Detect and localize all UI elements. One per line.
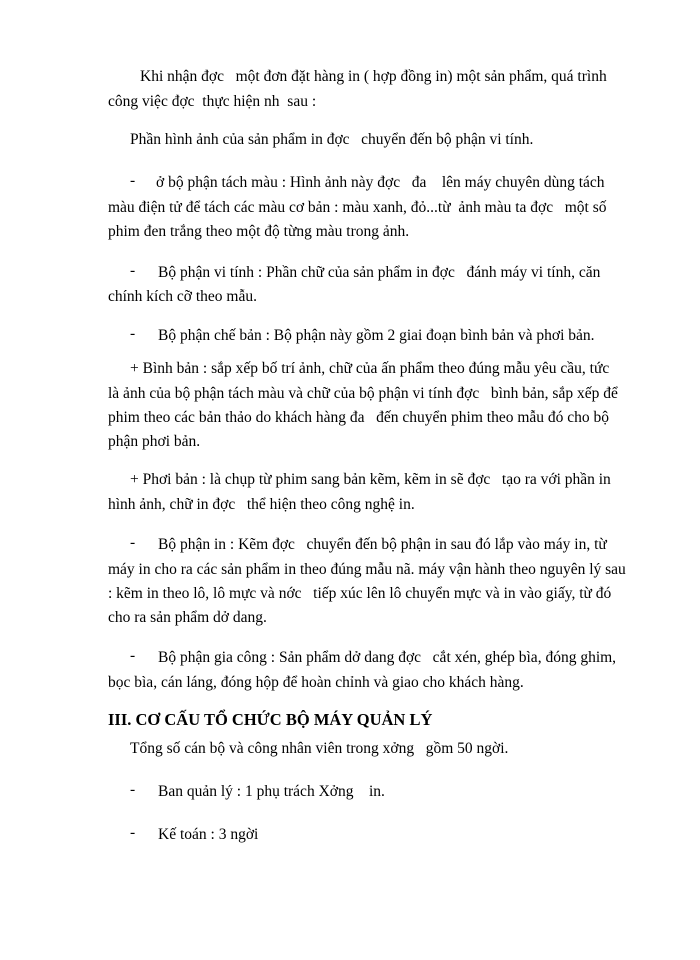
text-line: công việc đợc thực hiện nh sau : (108, 93, 317, 110)
bullet-dash: - (130, 647, 136, 664)
text-line: Tổng số cán bộ và công nhân viên trong xởng gồm 50 ngời. (130, 740, 509, 757)
text-line: Phần hình ảnh của sản phẩm in đợc chuyển đến bộ phận vi tính. (130, 131, 534, 148)
text-line: máy in cho ra các sản phẩm in theo đúng mẫu nã. máy vận hành theo nguyên lý sau (108, 561, 626, 578)
text-line: Bộ phận vi tính : Phần chữ của sản phẩm in đợc đánh máy vi tính, căn (158, 264, 601, 281)
section-heading: III. CƠ CẤU TỔ CHỨC BỘ MÁY QUẢN LÝ (108, 710, 433, 729)
text-line: Ban quản lý : 1 phụ trách Xởng in. (158, 783, 385, 800)
text-line: phim đen trắng theo một độ từng màu trong ảnh. (108, 223, 410, 240)
text-line: bọc bìa, cán láng, đóng hộp để hoàn chỉnh và giao cho khách hàng. (108, 674, 524, 691)
text-line: màu điện tử để tách các màu cơ bản : màu xanh, đỏ...từ ảnh màu ta đợc một số (108, 199, 607, 216)
text-line: hình ảnh, chữ in đợc thể hiện theo công nghệ in. (108, 496, 415, 513)
bullet-dash: - (130, 824, 136, 841)
text-line: : kẽm in theo lô, lô mực và nớc tiếp xúc lên lô chuyển mực và in vào giấy, từ đó (108, 585, 612, 602)
bullet-dash: - (130, 172, 136, 189)
text-line: Bộ phận chế bản : Bộ phận này gồm 2 giai đoạn bình bản và phơi bản. (158, 327, 595, 344)
text-line: Bộ phận gia công : Sản phẩm dở dang đợc cắt xén, ghép bìa, đóng ghim, (158, 649, 617, 666)
bullet-dash: - (130, 781, 136, 798)
bullet-dash: - (130, 534, 136, 551)
text-line: Khi nhận đợc một đơn đặt hàng in ( hợp đồng in) một sản phẩm, quá trình (140, 68, 607, 85)
text-line: phim theo các bản thảo do khách hàng đa đến chuyển phim theo mẫu đó cho bộ (108, 409, 610, 426)
bullet-dash: - (130, 262, 136, 279)
bullet-dash: - (130, 325, 136, 342)
text-line: + Phơi bản : là chụp từ phim sang bản kẽm, kẽm in sẽ đợc tạo ra với phần in (130, 471, 611, 488)
text-line: phận phơi bản. (108, 433, 201, 450)
text-line: là ảnh của bộ phận tách màu và chữ của bộ phận vi tính đợc bình bản, sắp xếp để (108, 385, 618, 402)
text-line: Bộ phận in : Kẽm đợc chuyển đến bộ phận in sau đó lắp vào máy in, từ (158, 536, 607, 553)
text-line: Kế toán : 3 ngời (158, 826, 259, 843)
text-line: + Bình bản : sắp xếp bố trí ảnh, chữ của ấn phẩm theo đúng mẫu yêu cầu, tức (130, 360, 610, 377)
text-line: chính kích cỡ theo mẫu. (108, 288, 257, 305)
text-line: ở bộ phận tách màu : Hình ảnh này đợc đa lên máy chuyên dùng tách (156, 174, 605, 191)
text-line: cho ra sản phẩm dở dang. (108, 609, 267, 626)
